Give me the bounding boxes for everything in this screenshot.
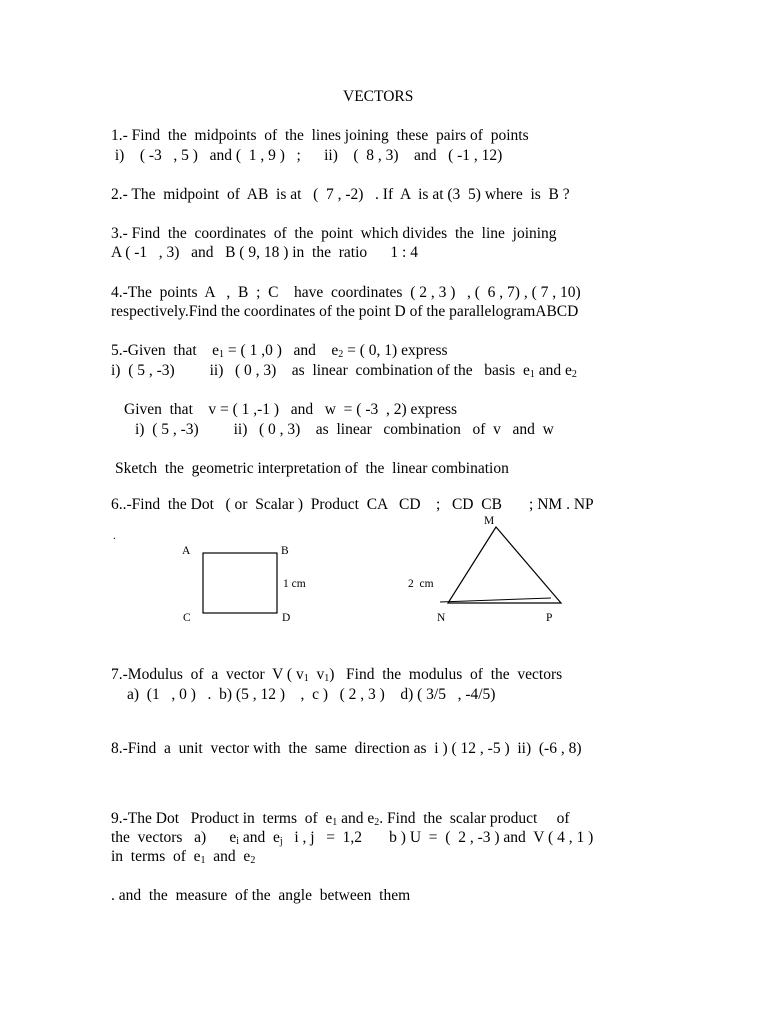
question-6-stray-dot: . (113, 530, 116, 542)
question-3-line-2: A ( -1 , 3) and B ( 9, 18 ) in the ratio 1 : 4 (111, 244, 418, 261)
square-side-label: 1 cm (283, 578, 306, 590)
question-5-line-1: 5.-Given that $e_1$ = ( 1 ,0 ) and $e_2$ = ( 0, 1) express (111, 342, 448, 360)
question-7-line-2: a) (1 , 0 ) . b) (5 , 12 ) , c ) ( 2 , 3 ) d) ( 3/5 , -4/5) (127, 686, 496, 703)
question-9-line-4: . and the measure of the angle between them (111, 887, 411, 904)
question-4-line-2: respectively.Find the coordinates of the point D of the parallelogramABCD (111, 303, 579, 320)
square-label-a: A (182, 545, 191, 557)
triangle-label-n: N (437, 612, 446, 624)
question-8-line-1: 8.-Find a unit vector with the same direction as i ) ( 12 , -5 ) ii) (-6 , 8) (111, 740, 582, 757)
triangle-base-extension (440, 598, 551, 602)
question-9-line-3: in terms of $e_1$ and $e_2$ (111, 848, 256, 866)
question-9-line-1: 9.-The Dot Product in terms of $e_1$ and $e_2$. Find the scalar product of (111, 810, 570, 828)
page-title: VECTORS (343, 88, 414, 105)
question-3-line-1: 3.- Find the coordinates of the point which divides the line joining (111, 225, 557, 242)
question-5-line-3: Given that v = ( 1 ,-1 ) and w = ( -3 , 2) express (124, 401, 458, 418)
question-5-line-2: i) ( 5 , -3) ii) ( 0 , 3) as linear combination of the basis $e_1$ and $e_2$ (111, 362, 577, 380)
square-label-d: D (282, 612, 291, 624)
question-7-line-1: 7.-Modulus of a vector V ( $v_1$ $v_1$) Find the modulus of the vectors (111, 666, 563, 684)
question-4-line-1: 4.-The points A , B ; C have coordinates ( 2 , 3 ) , ( 6 , 7) , ( 7 , 10) (111, 284, 581, 301)
question-6-line-1: 6..-Find the Dot ( or Scalar ) Product CA CD ; CD CB ; NM . NP (111, 496, 594, 513)
question-1-line-2: i) ( -3 , 5 ) and ( 1 , 9 ) ; ii) ( 8 , 3) and ( -1 , 12) (111, 147, 503, 164)
triangle-figure (448, 527, 561, 603)
question-9-line-2: the vectors a) $e_i$ and $e_j$ i , j = 1,2 b ) U = ( 2 , -3 ) and V ( 4 , 1 ) (111, 829, 594, 847)
triangle-label-p: P (546, 612, 553, 624)
square-figure (203, 553, 277, 613)
triangle-label-m: M (484, 515, 495, 527)
question-5-sketch-line: Sketch the geometric interpretation of the linear combination (115, 460, 509, 477)
question-5-line-4: i) ( 5 , -3) ii) ( 0 , 3) as linear combination of v and w (135, 421, 554, 438)
square-label-b: B (281, 545, 289, 557)
question-2-line-1: 2.- The midpoint of AB is at ( 7 , -2) . If A is at (3 5) where is B ? (111, 186, 570, 203)
question-1-line-1: 1.- Find the midpoints of the lines joining these pairs of points (111, 127, 529, 144)
square-label-c: C (183, 612, 191, 624)
triangle-side-label: 2 cm (408, 578, 434, 590)
